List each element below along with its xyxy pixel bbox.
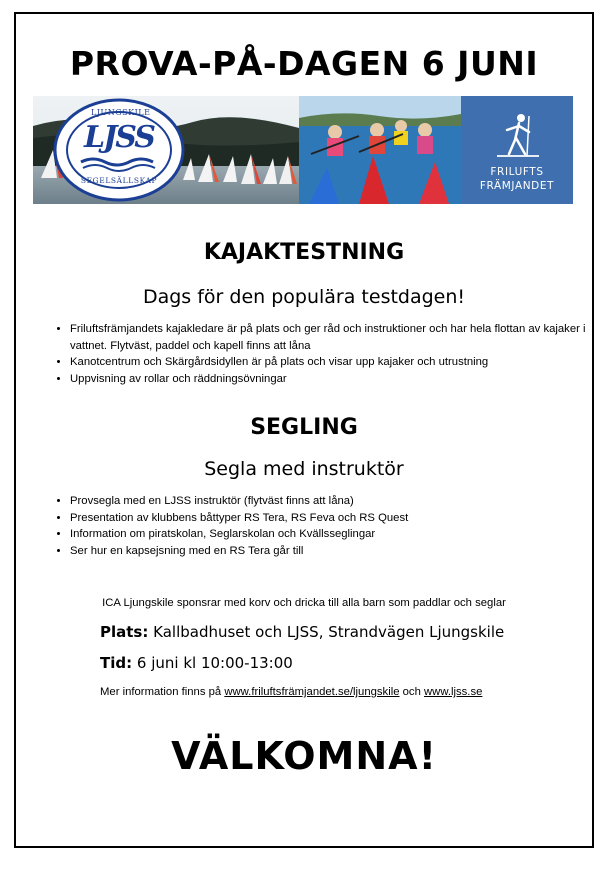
list-item: • Uppvisning av rollar och räddningsövningar xyxy=(70,371,586,388)
place-label: Plats: xyxy=(100,623,149,641)
kajak-subheading: Dags för den populära testdagen! xyxy=(142,286,466,308)
list-item: • Ser hur en kapsejsning med en RS Tera går till xyxy=(70,543,586,560)
more-info-line xyxy=(100,686,482,698)
kayak-photo xyxy=(299,96,461,204)
sailing-photo xyxy=(33,96,299,204)
skier-icon xyxy=(495,110,541,160)
segling-subheading: Segla med instruktör xyxy=(204,458,404,480)
ff-line2: FRÄMJANDET xyxy=(479,180,555,192)
list-item: • Information om piratskolan, Seglarskolan och Kvällsseglingar xyxy=(70,526,586,543)
time-value: 6 juni kl 10:00-13:00 xyxy=(136,654,293,672)
banner xyxy=(33,96,573,204)
list-item: • Kanotcentrum och Skärgårdsidyllen är på plats och visar upp kajaker och utrustning xyxy=(70,354,586,371)
ff-line1: FRILUFTS xyxy=(490,166,544,178)
ljss-link[interactable]: www.ljss.se xyxy=(424,686,483,698)
kajak-heading: KAJAKTESTNING xyxy=(203,240,405,265)
segling-list xyxy=(52,493,586,559)
kajak-list xyxy=(52,321,586,387)
place-value: Kallbadhuset och LJSS, Strandvägen Ljungskile xyxy=(153,623,505,641)
friluftsframjandet-link[interactable]: www.friluftsfrämjandet.se/ljungskile xyxy=(224,686,400,698)
poster-frame xyxy=(14,12,594,848)
sponsor-text: ICA Ljungskile sponsrar med korv och dricka till alla barn som paddlar och seglar xyxy=(102,597,506,609)
place-line xyxy=(100,623,504,641)
more-prefix: Mer information finns på xyxy=(100,686,222,698)
list-item: • Friluftsfrämjandets kajakledare är på plats och ger råd och instruktioner och har hela flottan av kajaker i vattnet. Flytväst, paddel och kapell finns att låna xyxy=(70,321,586,354)
ljss-logo-top: LJUNGSKILE xyxy=(91,108,151,117)
time-line xyxy=(100,654,293,672)
friluftsframjandet-logo xyxy=(461,96,573,204)
ljss-logo-bottom: SEGELSÄLLSKAP xyxy=(80,176,158,185)
list-item: • Presentation av klubbens båttyper RS Tera, RS Feva och RS Quest xyxy=(70,510,586,527)
more-middle: och xyxy=(402,686,421,698)
list-item: • Provsegla med en LJSS instruktör (flytväst finns att låna) xyxy=(70,493,586,510)
time-label: Tid: xyxy=(100,654,133,672)
ljss-logo-mark: LJSS xyxy=(84,120,154,155)
segling-heading: SEGLING xyxy=(250,415,358,440)
poster-title: PROVA-PÅ-DAGEN 6 JUNI xyxy=(69,44,539,83)
welcome-text: VÄLKOMNA! xyxy=(171,734,437,778)
